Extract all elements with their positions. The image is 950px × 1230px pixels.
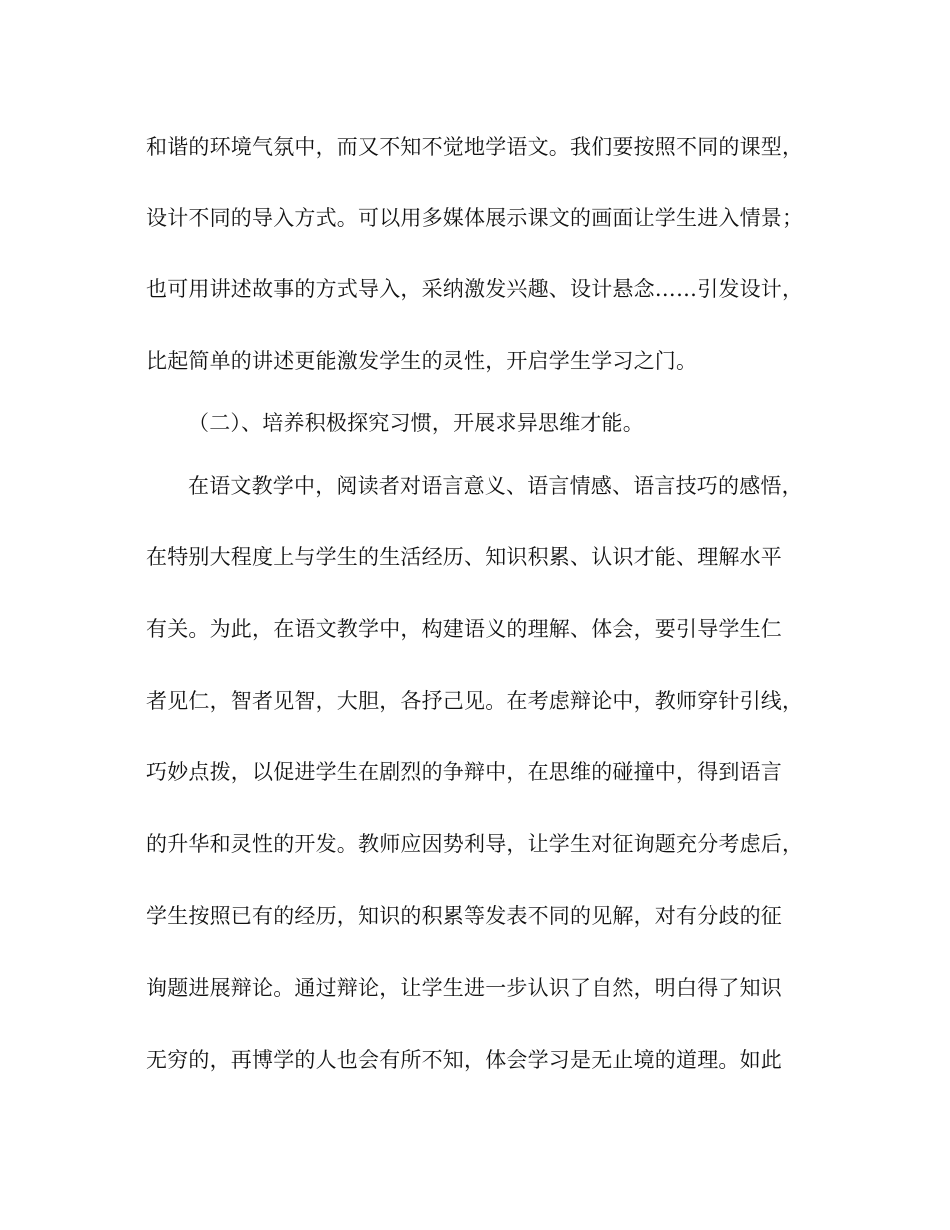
paragraph-line: 和谐的环境气氛中，而又不知不觉地学语文。我们要按照不同的课型，	[146, 135, 804, 159]
paragraph-line: 无穷的，再博学的人也会有所不知，体会学习是无止境的道理。如此	[146, 1048, 782, 1072]
paragraph-line: 也可用讲述故事的方式导入，采纳激发兴趣、设计悬念……引发设计，	[146, 277, 804, 301]
paragraph-line: 询题进展辩论。通过辩论，让学生进一步认识了自然，明白得了知识	[146, 976, 782, 1000]
paragraph-line: 的升华和灵性的开发。教师应因势利导，让学生对征询题充分考虑后，	[146, 832, 804, 856]
paragraph-line: 在语文教学中，阅读者对语言意义、语言情感、语言技巧的感悟，	[188, 474, 803, 498]
paragraph-line: 者见仁，智者见智，大胆，各抒己见。在考虑辩论中，教师穿针引线，	[146, 689, 804, 713]
section-heading: （二）、培养积极探究习惯，开展求异思维才能。	[188, 411, 644, 435]
paragraph-line: 有关。为此，在语文教学中，构建语义的理解、体会，要引导学生仁	[146, 617, 782, 641]
paragraph-line: 巧妙点拨，以促进学生在剧烈的争辩中，在思维的碰撞中，得到语言	[146, 760, 782, 784]
paragraph-line: 比起简单的讲述更能激发学生的灵性，开启学生学习之门。	[146, 349, 698, 373]
paragraph-line: 学生按照已有的经历，知识的积累等发表不同的见解，对有分歧的征	[146, 904, 782, 928]
paragraph-line: 在特别大程度上与学生的生活经历、知识积累、认识才能、理解水平	[146, 545, 782, 569]
paragraph-line: 设计不同的导入方式。可以用多媒体展示课文的画面让学生进入情景；	[146, 206, 804, 230]
